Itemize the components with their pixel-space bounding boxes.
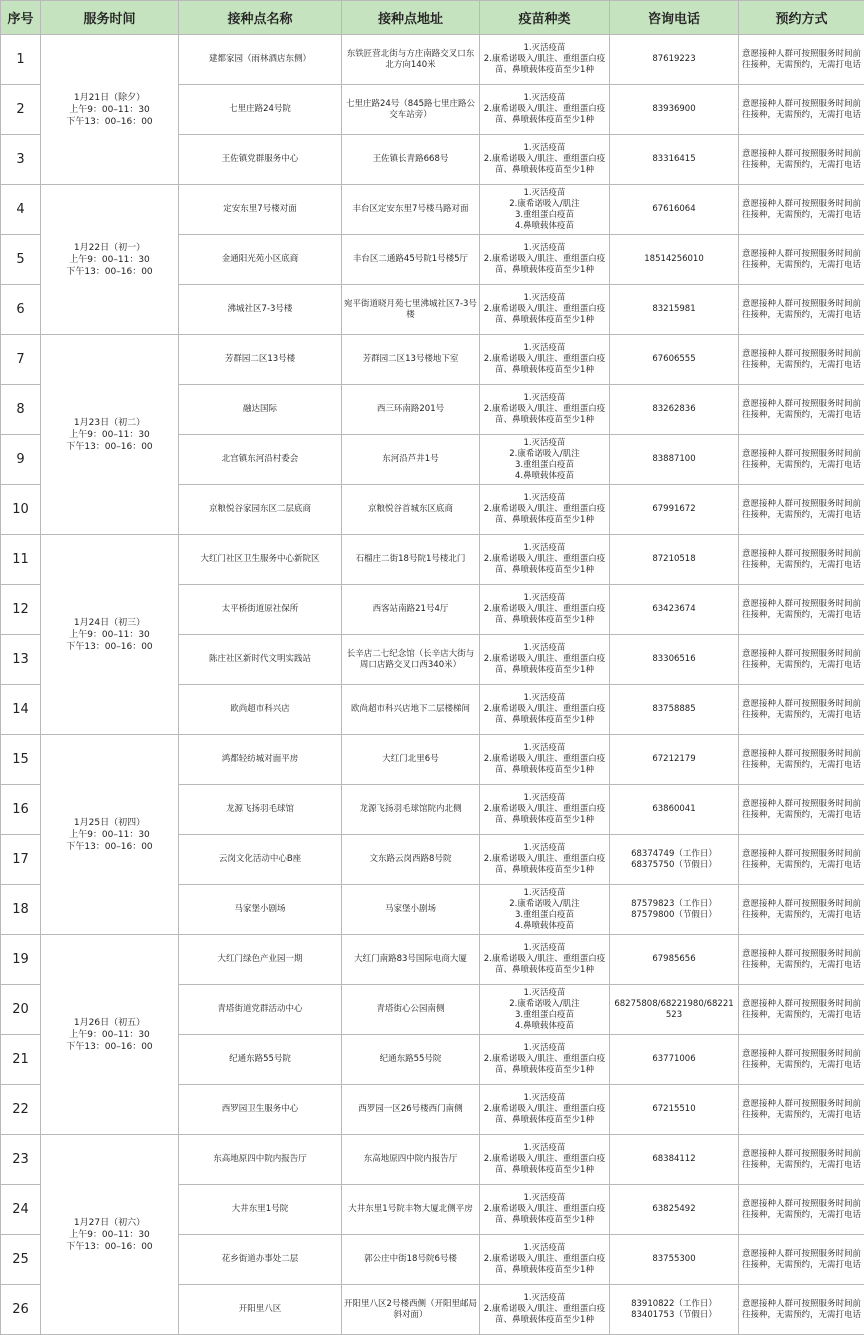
booking-method: 意愿接种人群可按照服务时间前往接种，无需预约，无需打电话 [739, 835, 864, 885]
site-address: 宛平街道晓月苑七里沸城社区7-3号楼 [342, 285, 480, 335]
vaccine-types: 1.灭活疫苗 2.康希诺吸入/肌注、重组蛋白疫苗、鼻喷载体疫苗至少1种 [480, 835, 610, 885]
phone-number: 83316415 [610, 135, 739, 185]
phone-number: 83910822（工作日） 83401753（节假日） [610, 1285, 739, 1335]
site-name: 大红门社区卫生服务中心新院区 [179, 535, 342, 585]
phone-number: 83936900 [610, 85, 739, 135]
vaccine-types: 1.灭活疫苗 2.康希诺吸入/肌注、重组蛋白疫苗、鼻喷载体疫苗至少1种 [480, 135, 610, 185]
site-name: 云岗文化活动中心B座 [179, 835, 342, 885]
booking-method: 意愿接种人群可按照服务时间前往接种，无需预约，无需打电话 [739, 985, 864, 1035]
site-name: 东高地原四中院内报告厅 [179, 1135, 342, 1185]
site-address: 王佐镇长青路668号 [342, 135, 480, 185]
header-booking: 预约方式 [739, 1, 864, 35]
booking-method: 意愿接种人群可按照服务时间前往接种，无需预约，无需打电话 [739, 35, 864, 85]
row-number: 19 [1, 935, 41, 985]
site-address: 马家堡小剧场 [342, 885, 480, 935]
row-number: 26 [1, 1285, 41, 1335]
vaccine-types: 1.灭活疫苗 2.康希诺吸入/肌注、重组蛋白疫苗、鼻喷载体疫苗至少1种 [480, 1185, 610, 1235]
booking-method: 意愿接种人群可按照服务时间前往接种，无需预约，无需打电话 [739, 735, 864, 785]
phone-number: 63825492 [610, 1185, 739, 1235]
site-name: 大红门绿色产业园一期 [179, 935, 342, 985]
service-time: 1月25日（初四） 上午9：00–11：30 下午13：00–16：00 [41, 735, 179, 935]
site-address: 郭公庄中街18号院6号楼 [342, 1235, 480, 1285]
booking-method: 意愿接种人群可按照服务时间前往接种，无需预约，无需打电话 [739, 285, 864, 335]
booking-method: 意愿接种人群可按照服务时间前往接种，无需预约，无需打电话 [739, 1185, 864, 1235]
phone-number: 67215510 [610, 1085, 739, 1135]
site-name: 开阳里八区 [179, 1285, 342, 1335]
row-number: 17 [1, 835, 41, 885]
site-name: 七里庄路24号院 [179, 85, 342, 135]
row-number: 15 [1, 735, 41, 785]
site-name: 定安东里7号楼对面 [179, 185, 342, 235]
header-service-time: 服务时间 [41, 1, 179, 35]
booking-method: 意愿接种人群可按照服务时间前往接种，无需预约，无需打电话 [739, 385, 864, 435]
row-number: 2 [1, 85, 41, 135]
site-name: 王佐镇党群服务中心 [179, 135, 342, 185]
header-row [1, 1, 864, 35]
site-name: 太平桥街道原社保所 [179, 585, 342, 635]
booking-method: 意愿接种人群可按照服务时间前往接种，无需预约，无需打电话 [739, 785, 864, 835]
site-address: 石榴庄二街18号院1号楼北门 [342, 535, 480, 585]
header-phone: 咨询电话 [610, 1, 739, 35]
site-address: 长辛店二七纪念馆（长辛店大街与周口店路交叉口西340米） [342, 635, 480, 685]
vaccine-types: 1.灭活疫苗 2.康希诺吸入/肌注 3.重组蛋白疫苗 4.鼻喷载体疫苗 [480, 985, 610, 1035]
row-number: 13 [1, 635, 41, 685]
phone-number: 83887100 [610, 435, 739, 485]
row-number: 10 [1, 485, 41, 535]
site-address: 东高地原四中院内报告厅 [342, 1135, 480, 1185]
phone-number: 83306516 [610, 635, 739, 685]
vaccine-types: 1.灭活疫苗 2.康希诺吸入/肌注、重组蛋白疫苗、鼻喷载体疫苗至少1种 [480, 485, 610, 535]
header-vaccine-type: 疫苗种类 [480, 1, 610, 35]
phone-number: 68384112 [610, 1135, 739, 1185]
vaccine-types: 1.灭活疫苗 2.康希诺吸入/肌注、重组蛋白疫苗、鼻喷载体疫苗至少1种 [480, 85, 610, 135]
vaccine-types: 1.灭活疫苗 2.康希诺吸入/肌注、重组蛋白疫苗、鼻喷载体疫苗至少1种 [480, 1135, 610, 1185]
vaccine-types: 1.灭活疫苗 2.康希诺吸入/肌注、重组蛋白疫苗、鼻喷载体疫苗至少1种 [480, 735, 610, 785]
vaccine-types: 1.灭活疫苗 2.康希诺吸入/肌注、重组蛋白疫苗、鼻喷载体疫苗至少1种 [480, 935, 610, 985]
vaccine-types: 1.灭活疫苗 2.康希诺吸入/肌注、重组蛋白疫苗、鼻喷载体疫苗至少1种 [480, 685, 610, 735]
row-number: 4 [1, 185, 41, 235]
site-name: 西罗园卫生服务中心 [179, 1085, 342, 1135]
booking-method: 意愿接种人群可按照服务时间前往接种，无需预约，无需打电话 [739, 535, 864, 585]
site-address: 丰台区定安东里7号楼马路对面 [342, 185, 480, 235]
site-address: 西客站南路21号4厅 [342, 585, 480, 635]
row-number: 5 [1, 235, 41, 285]
phone-number: 83215981 [610, 285, 739, 335]
site-name: 大井东里1号院 [179, 1185, 342, 1235]
vaccine-types: 1.灭活疫苗 2.康希诺吸入/肌注、重组蛋白疫苗、鼻喷载体疫苗至少1种 [480, 635, 610, 685]
phone-number: 83755300 [610, 1235, 739, 1285]
table-row [1, 735, 864, 785]
row-number: 9 [1, 435, 41, 485]
service-time: 1月23日（初二） 上午9：00–11：30 下午13：00–16：00 [41, 335, 179, 535]
row-number: 7 [1, 335, 41, 385]
site-name: 马家堡小剧场 [179, 885, 342, 935]
row-number: 20 [1, 985, 41, 1035]
phone-number: 83758885 [610, 685, 739, 735]
service-time: 1月22日（初一） 上午9：00–11：30 下午13：00–16：00 [41, 185, 179, 335]
row-number: 16 [1, 785, 41, 835]
vaccine-types: 1.灭活疫苗 2.康希诺吸入/肌注、重组蛋白疫苗、鼻喷载体疫苗至少1种 [480, 285, 610, 335]
site-name: 欧尚超市科兴店 [179, 685, 342, 735]
service-time: 1月24日（初三） 上午9：00–11：30 下午13：00–16：00 [41, 535, 179, 735]
service-time: 1月21日（除夕） 上午9：00–11：30 下午13：00–16：00 [41, 35, 179, 185]
table-row [1, 35, 864, 85]
site-name: 融达国际 [179, 385, 342, 435]
booking-method: 意愿接种人群可按照服务时间前往接种，无需预约，无需打电话 [739, 235, 864, 285]
site-name: 鸿都轻纺城对面平房 [179, 735, 342, 785]
table-row [1, 535, 864, 585]
vaccine-types: 1.灭活疫苗 2.康希诺吸入/肌注 3.重组蛋白疫苗 4.鼻喷载体疫苗 [480, 885, 610, 935]
phone-number: 18514256010 [610, 235, 739, 285]
row-number: 6 [1, 285, 41, 335]
row-number: 12 [1, 585, 41, 635]
site-address: 丰台区二通路45号院1号楼5厅 [342, 235, 480, 285]
booking-method: 意愿接种人群可按照服务时间前往接种，无需预约，无需打电话 [739, 1235, 864, 1285]
phone-number: 87579823（工作日） 87579800（节假日） [610, 885, 739, 935]
header-seq: 序号 [1, 1, 41, 35]
row-number: 18 [1, 885, 41, 935]
row-number: 23 [1, 1135, 41, 1185]
site-address: 青塔街心公园南侧 [342, 985, 480, 1035]
header-site-name: 接种点名称 [179, 1, 342, 35]
vaccine-types: 1.灭活疫苗 2.康希诺吸入/肌注、重组蛋白疫苗、鼻喷载体疫苗至少1种 [480, 385, 610, 435]
phone-number: 63423674 [610, 585, 739, 635]
vaccine-types: 1.灭活疫苗 2.康希诺吸入/肌注、重组蛋白疫苗、鼻喷载体疫苗至少1种 [480, 235, 610, 285]
vaccine-types: 1.灭活疫苗 2.康希诺吸入/肌注、重组蛋白疫苗、鼻喷载体疫苗至少1种 [480, 1035, 610, 1085]
table-row [1, 1135, 864, 1185]
booking-method: 意愿接种人群可按照服务时间前往接种，无需预约，无需打电话 [739, 85, 864, 135]
row-number: 24 [1, 1185, 41, 1235]
vaccine-types: 1.灭活疫苗 2.康希诺吸入/肌注、重组蛋白疫苗、鼻喷载体疫苗至少1种 [480, 585, 610, 635]
site-name: 芳群园二区13号楼 [179, 335, 342, 385]
vaccine-types: 1.灭活疫苗 2.康希诺吸入/肌注 3.重组蛋白疫苗 4.鼻喷载体疫苗 [480, 435, 610, 485]
vaccine-types: 1.灭活疫苗 2.康希诺吸入/肌注、重组蛋白疫苗、鼻喷载体疫苗至少1种 [480, 535, 610, 585]
site-address: 东河沿芦井1号 [342, 435, 480, 485]
phone-number: 67606555 [610, 335, 739, 385]
phone-number: 67616064 [610, 185, 739, 235]
site-address: 文东路云岗西路8号院 [342, 835, 480, 885]
booking-method: 意愿接种人群可按照服务时间前往接种，无需预约，无需打电话 [739, 135, 864, 185]
phone-number: 67985656 [610, 935, 739, 985]
row-number: 21 [1, 1035, 41, 1085]
booking-method: 意愿接种人群可按照服务时间前往接种，无需预约，无需打电话 [739, 685, 864, 735]
site-name: 陈庄社区新时代文明实践站 [179, 635, 342, 685]
phone-number: 87210518 [610, 535, 739, 585]
booking-method: 意愿接种人群可按照服务时间前往接种，无需预约，无需打电话 [739, 1285, 864, 1335]
site-address: 西罗园一区26号楼西门南侧 [342, 1085, 480, 1135]
phone-number: 67212179 [610, 735, 739, 785]
booking-method: 意愿接种人群可按照服务时间前往接种，无需预约，无需打电话 [739, 635, 864, 685]
row-number: 11 [1, 535, 41, 585]
site-name: 北宫镇东河沿村委会 [179, 435, 342, 485]
row-number: 1 [1, 35, 41, 85]
site-name: 建都家园（雨林酒店东侧） [179, 35, 342, 85]
site-name: 沸城社区7-3号楼 [179, 285, 342, 335]
table-row [1, 935, 864, 985]
vaccine-types: 1.灭活疫苗 2.康希诺吸入/肌注、重组蛋白疫苗、鼻喷载体疫苗至少1种 [480, 335, 610, 385]
booking-method: 意愿接种人群可按照服务时间前往接种，无需预约，无需打电话 [739, 885, 864, 935]
booking-method: 意愿接种人群可按照服务时间前往接种，无需预约，无需打电话 [739, 1085, 864, 1135]
vaccine-types: 1.灭活疫苗 2.康希诺吸入/肌注、重组蛋白疫苗、鼻喷载体疫苗至少1种 [480, 785, 610, 835]
site-address: 大红门南路83号国际电商大厦 [342, 935, 480, 985]
site-address: 大红门北里6号 [342, 735, 480, 785]
vaccine-types: 1.灭活疫苗 2.康希诺吸入/肌注、重组蛋白疫苗、鼻喷载体疫苗至少1种 [480, 1085, 610, 1135]
row-number: 3 [1, 135, 41, 185]
row-number: 14 [1, 685, 41, 735]
booking-method: 意愿接种人群可按照服务时间前往接种，无需预约，无需打电话 [739, 1035, 864, 1085]
booking-method: 意愿接种人群可按照服务时间前往接种，无需预约，无需打电话 [739, 485, 864, 535]
row-number: 8 [1, 385, 41, 435]
vaccine-types: 1.灭活疫苗 2.康希诺吸入/肌注、重组蛋白疫苗、鼻喷载体疫苗至少1种 [480, 1285, 610, 1335]
booking-method: 意愿接种人群可按照服务时间前往接种，无需预约，无需打电话 [739, 435, 864, 485]
site-address: 西三环南路201号 [342, 385, 480, 435]
site-address: 京粮悦谷首城东区底商 [342, 485, 480, 535]
booking-method: 意愿接种人群可按照服务时间前往接种，无需预约，无需打电话 [739, 1135, 864, 1185]
phone-number: 63771006 [610, 1035, 739, 1085]
site-address: 东铁匠营北街与方庄南路交叉口东北方向140米 [342, 35, 480, 85]
phone-number: 63860041 [610, 785, 739, 835]
site-name: 龙源飞扬羽毛球馆 [179, 785, 342, 835]
phone-number: 83262836 [610, 385, 739, 435]
vaccine-types: 1.灭活疫苗 2.康希诺吸入/肌注、重组蛋白疫苗、鼻喷载体疫苗至少1种 [480, 35, 610, 85]
site-address: 七里庄路24号（845路七里庄路公交车站旁） [342, 85, 480, 135]
phone-number: 68374749（工作日） 68375750（节假日） [610, 835, 739, 885]
booking-method: 意愿接种人群可按照服务时间前往接种，无需预约，无需打电话 [739, 935, 864, 985]
phone-number: 87619223 [610, 35, 739, 85]
site-name: 青塔街道党群活动中心 [179, 985, 342, 1035]
phone-number: 68275808/68221980/68221523 [610, 985, 739, 1035]
phone-number: 67991672 [610, 485, 739, 535]
service-time: 1月27日（初六） 上午9：00–11：30 下午13：00–16：00 [41, 1135, 179, 1335]
table-row [1, 185, 864, 235]
site-address: 芳群园二区13号楼地下室 [342, 335, 480, 385]
site-address: 纪通东路55号院 [342, 1035, 480, 1085]
service-time: 1月26日（初五） 上午9：00–11：30 下午13：00–16：00 [41, 935, 179, 1135]
table-body [1, 35, 864, 1335]
site-address: 龙源飞扬羽毛球馆院内北侧 [342, 785, 480, 835]
site-address: 欧尚超市科兴店地下二层楼梯间 [342, 685, 480, 735]
site-name: 花乡街道办事处二层 [179, 1235, 342, 1285]
booking-method: 意愿接种人群可按照服务时间前往接种，无需预约，无需打电话 [739, 585, 864, 635]
table-row [1, 335, 864, 385]
site-name: 京粮悦谷家园东区二层底商 [179, 485, 342, 535]
vaccine-types: 1.灭活疫苗 2.康希诺吸入/肌注、重组蛋白疫苗、鼻喷载体疫苗至少1种 [480, 1235, 610, 1285]
site-address: 开阳里八区2号楼西侧（开阳里邮局斜对面） [342, 1285, 480, 1335]
site-name: 纪通东路55号院 [179, 1035, 342, 1085]
site-address: 大井东里1号院丰物大厦北侧平房 [342, 1185, 480, 1235]
site-name: 金通阳光苑小区底商 [179, 235, 342, 285]
row-number: 25 [1, 1235, 41, 1285]
booking-method: 意愿接种人群可按照服务时间前往接种，无需预约，无需打电话 [739, 335, 864, 385]
booking-method: 意愿接种人群可按照服务时间前往接种，无需预约，无需打电话 [739, 185, 864, 235]
header-site-address: 接种点地址 [342, 1, 480, 35]
row-number: 22 [1, 1085, 41, 1135]
vaccine-types: 1.灭活疫苗 2.康希诺吸入/肌注 3.重组蛋白疫苗 4.鼻喷载体疫苗 [480, 185, 610, 235]
